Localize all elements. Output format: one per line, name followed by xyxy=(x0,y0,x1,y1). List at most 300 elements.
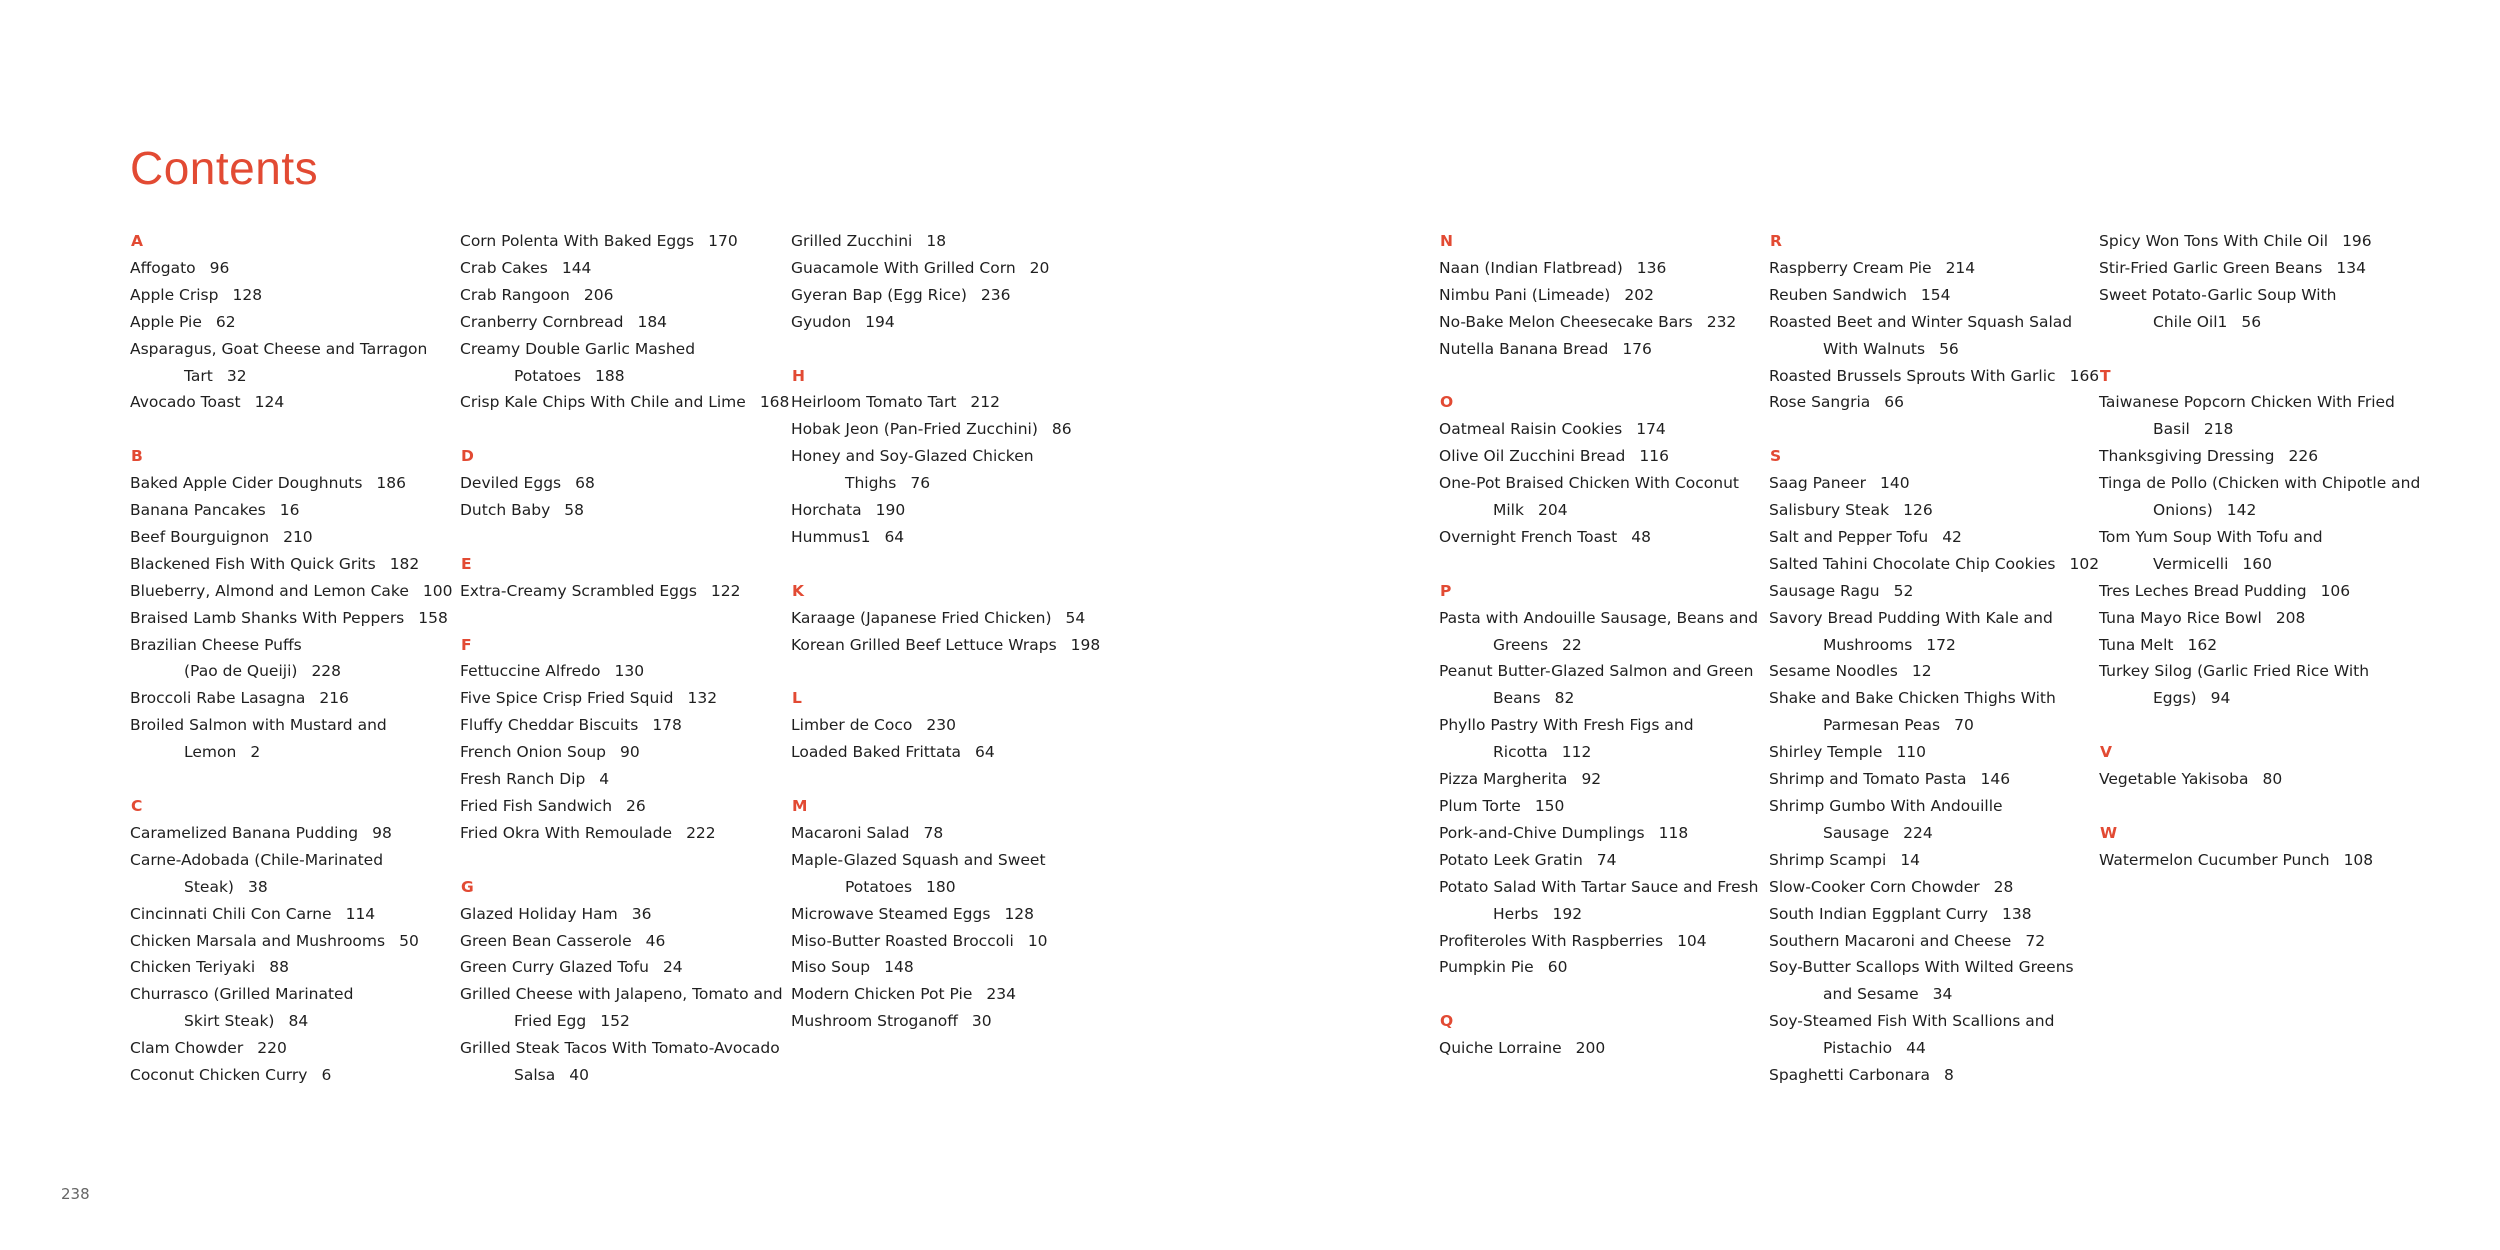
letter-group xyxy=(791,578,1109,659)
recipe-name-continuation: Vermicelli xyxy=(2153,554,2229,573)
section-letter: K xyxy=(792,581,805,600)
index-entry xyxy=(130,712,448,766)
page-ref: 114 xyxy=(345,904,376,923)
page-ref: 188 xyxy=(595,366,625,385)
recipe-name: Creamy Double Garlic Mashed xyxy=(460,339,696,358)
recipe-name: Sweet Potato-Garlic Soup With xyxy=(2099,285,2337,304)
page-ref: 44 xyxy=(1906,1039,1926,1058)
index-entry xyxy=(791,389,1109,416)
index-entry xyxy=(460,389,790,416)
section-letter: C xyxy=(131,797,143,815)
section-letter: W xyxy=(2100,823,2118,842)
page-ref: 220 xyxy=(257,1039,287,1058)
page-ref: 22 xyxy=(1562,635,1582,654)
page-ref: 74 xyxy=(1596,850,1617,869)
section-letter: O xyxy=(1440,393,1454,412)
recipe-name: Olive Oil Zucchini Bread xyxy=(1439,447,1626,466)
index-entry xyxy=(460,981,783,1035)
index-entry xyxy=(460,1035,778,1089)
letter-group xyxy=(460,228,790,416)
recipe-name: Overnight French Toast xyxy=(1439,527,1618,546)
page-ref: 68 xyxy=(575,474,595,493)
recipe-name: Broiled Salmon with Mustard and xyxy=(130,716,387,735)
recipe-name-continuation: (Pao de Queiji) xyxy=(184,662,298,681)
index-entry xyxy=(460,228,778,255)
recipe-name-continuation: Fried Egg xyxy=(514,1012,587,1031)
recipe-name: Coconut Chicken Curry xyxy=(130,1066,308,1085)
page-ref: 146 xyxy=(1980,770,2011,789)
page-ref: 124 xyxy=(254,393,285,412)
page-ref: 48 xyxy=(1631,527,1651,546)
index-entry xyxy=(460,658,778,685)
index-entry xyxy=(460,954,778,981)
page-ref: 16 xyxy=(279,501,300,520)
index-entry xyxy=(130,309,448,336)
recipe-name: Dutch Baby xyxy=(460,501,551,520)
page-ref: 194 xyxy=(865,312,895,331)
page-ref: 80 xyxy=(2262,770,2283,789)
index-entry xyxy=(460,766,778,793)
recipe-name-continued xyxy=(130,658,448,685)
recipe-name: Baked Apple Cider Doughnuts xyxy=(130,474,363,493)
recipe-name: Broccoli Rabe Lasagna xyxy=(130,689,306,708)
page-ref: 58 xyxy=(564,501,584,520)
index-entry xyxy=(2099,389,2417,443)
index-entry xyxy=(1439,712,1757,766)
index-entry xyxy=(2099,282,2417,336)
recipe-name: French Onion Soup xyxy=(460,743,607,762)
index-entry xyxy=(2099,632,2417,659)
recipe-name: Thanksgiving Dressing xyxy=(2099,447,2275,466)
recipe-name: Phyllo Pastry With Fresh Figs and xyxy=(1439,716,1694,735)
recipe-name-continuation: Skirt Steak) xyxy=(184,1012,275,1031)
recipe-name: Mushroom Stroganoff xyxy=(791,1012,958,1031)
index-entry xyxy=(791,524,1109,551)
recipe-name: Green Curry Glazed Tofu xyxy=(460,958,649,977)
section-letter: N xyxy=(1440,232,1453,250)
letter-group xyxy=(791,685,1109,766)
recipe-name-continued xyxy=(2099,497,2417,524)
page-ref: 64 xyxy=(975,743,995,762)
page-ref: 196 xyxy=(2342,232,2372,250)
page-ref: 62 xyxy=(215,312,236,331)
recipe-name-continued xyxy=(791,874,1109,901)
recipe-name: Grilled Zucchini xyxy=(791,232,913,250)
page-ref: 202 xyxy=(1624,285,1654,304)
recipe-name-continued xyxy=(130,363,448,390)
letter-group xyxy=(1439,389,1757,550)
recipe-name: Vegetable Yakisoba xyxy=(2099,770,2249,789)
page-ref: 72 xyxy=(2025,931,2046,950)
recipe-name-continuation: Herbs xyxy=(1493,904,1539,923)
letter-group xyxy=(1769,228,2100,416)
page-ref: 4 xyxy=(599,770,610,789)
recipe-name: Turkey Silog (Garlic Fried Rice With xyxy=(2099,662,2370,681)
recipe-name: Salted Tahini Chocolate Chip Cookies xyxy=(1769,554,2056,573)
page-ref: 88 xyxy=(269,958,289,977)
index-column-2 xyxy=(460,228,790,1089)
page-ref: 52 xyxy=(1893,581,1914,600)
index-entry xyxy=(1439,524,1757,551)
recipe-name: Saag Paneer xyxy=(1769,474,1867,493)
recipe-name: Soy-Steamed Fish With Scallions and xyxy=(1769,1012,2055,1031)
index-entry xyxy=(1439,793,1757,820)
index-entry xyxy=(460,820,778,847)
recipe-name-continued xyxy=(1769,981,2087,1008)
page-ref: 56 xyxy=(1939,339,1959,358)
index-entry xyxy=(1769,1008,2087,1062)
recipe-name-continued xyxy=(2099,685,2417,712)
recipe-name: Shake and Bake Chicken Thighs With xyxy=(1769,689,2056,708)
index-entry xyxy=(130,255,448,282)
page-ref: 160 xyxy=(2242,554,2273,573)
index-entry xyxy=(1769,928,2087,955)
page-ref: 222 xyxy=(686,823,716,842)
letter-group xyxy=(2099,739,2417,793)
recipe-name: Roasted Brussels Sprouts With Garlic xyxy=(1769,366,2056,385)
recipe-name: Southern Macaroni and Cheese xyxy=(1769,931,2012,950)
index-entry xyxy=(2099,470,2421,524)
page-ref: 42 xyxy=(1942,527,1962,546)
recipe-name: Stir-Fried Garlic Green Beans xyxy=(2099,258,2323,277)
page-ref: 70 xyxy=(1954,716,1974,735)
recipe-name-continued xyxy=(1769,712,2087,739)
page-ref: 50 xyxy=(399,931,419,950)
index-entry xyxy=(1769,1062,2087,1089)
recipe-name: Gyudon xyxy=(791,312,852,331)
section-letter: M xyxy=(792,796,808,815)
page-ref: 226 xyxy=(2288,447,2319,466)
page-ref: 216 xyxy=(319,689,349,708)
page-ref: 84 xyxy=(288,1012,309,1031)
recipe-name-continuation: Pistachio xyxy=(1823,1039,1893,1058)
index-entry xyxy=(1769,524,2087,551)
letter-group xyxy=(1439,228,1757,363)
page-ref: 18 xyxy=(926,232,947,250)
index-entry xyxy=(1439,416,1757,443)
index-entry xyxy=(791,739,1109,766)
index-entry xyxy=(1439,874,1757,928)
letter-group xyxy=(130,793,448,1089)
index-entry xyxy=(791,416,1109,443)
recipe-name-continuation: Eggs) xyxy=(2153,689,2197,708)
recipe-name: Shrimp Scampi xyxy=(1769,850,1887,869)
page-ref: 96 xyxy=(209,258,230,277)
index-entry xyxy=(130,847,448,901)
page-ref: 130 xyxy=(614,662,645,681)
index-entry xyxy=(2099,658,2417,712)
letter-group xyxy=(460,443,778,524)
recipe-name-continuation: Steak) xyxy=(184,877,234,896)
recipe-name: Limber de Coco xyxy=(791,716,913,735)
index-entry xyxy=(1769,470,2087,497)
page-ref: 38 xyxy=(247,877,268,896)
index-entry xyxy=(2099,524,2417,578)
index-entry xyxy=(460,282,778,309)
recipe-name: Macaroni Salad xyxy=(791,823,910,842)
index-column-3 xyxy=(791,228,1109,1035)
recipe-name-continued xyxy=(1439,497,1757,524)
recipe-name: Pasta with Andouille Sausage, Beans and xyxy=(1439,608,1759,627)
recipe-name: Potato Salad With Tartar Sauce and Fresh xyxy=(1439,877,1759,896)
page-ref: 92 xyxy=(1581,770,1602,789)
page-ref: 206 xyxy=(583,285,614,304)
recipe-name: Heirloom Tomato Tart xyxy=(791,393,957,412)
page-ref: 28 xyxy=(1993,877,2014,896)
recipe-name: Profiteroles With Raspberries xyxy=(1439,931,1664,950)
page-ref: 136 xyxy=(1636,258,1667,277)
index-entry xyxy=(1769,685,2087,739)
index-entry xyxy=(130,820,448,847)
letter-group xyxy=(130,228,448,416)
index-entry xyxy=(130,632,448,686)
index-entry xyxy=(130,551,448,578)
page-ref: 90 xyxy=(620,743,640,762)
page-ref: 138 xyxy=(2002,904,2032,923)
index-entry xyxy=(791,820,1109,847)
page-ref: 192 xyxy=(1552,904,1583,923)
recipe-name: Rose Sangria xyxy=(1769,393,1871,412)
page-ref: 100 xyxy=(422,581,453,600)
index-entry xyxy=(460,309,778,336)
page-ref: 182 xyxy=(389,554,420,573)
page-ref: 140 xyxy=(1880,474,1910,493)
recipe-name: Spaghetti Carbonara xyxy=(1769,1066,1930,1085)
letter-group xyxy=(1439,578,1757,982)
recipe-name-continuation: Basil xyxy=(2153,420,2190,439)
section-letter: L xyxy=(792,689,802,708)
index-entry xyxy=(2099,847,2417,874)
page-ref: 184 xyxy=(637,312,668,331)
recipe-name: Fettuccine Alfredo xyxy=(460,662,601,681)
index-entry xyxy=(2099,443,2417,470)
index-entry xyxy=(1439,820,1757,847)
recipe-name: Crab Rangoon xyxy=(460,285,570,304)
recipe-name: Carne-Adobada (Chile-Marinated xyxy=(130,850,384,869)
recipe-name-continuation: With Walnuts xyxy=(1823,339,1926,358)
recipe-name-continuation: Ricotta xyxy=(1493,743,1548,762)
index-entry xyxy=(1769,901,2087,928)
index-entry xyxy=(1439,658,1757,712)
page-ref: 32 xyxy=(226,366,247,385)
page-title: Contents xyxy=(130,142,319,194)
page-ref: 86 xyxy=(1051,420,1072,439)
index-entry xyxy=(130,928,448,955)
recipe-name-continuation: Thighs xyxy=(845,474,897,493)
page-ref: 208 xyxy=(2275,608,2306,627)
recipe-name: Grilled Cheese with Jalapeno, Tomato and xyxy=(460,985,783,1004)
recipe-name: Apple Crisp xyxy=(130,285,219,304)
recipe-name: Naan (Indian Flatbread) xyxy=(1439,258,1623,277)
index-entry xyxy=(1439,954,1757,981)
recipe-name-continued xyxy=(460,1062,778,1089)
recipe-name: Horchata xyxy=(791,501,862,520)
index-entry xyxy=(130,524,448,551)
index-entry xyxy=(791,981,1109,1008)
recipe-name: Deviled Eggs xyxy=(460,474,562,493)
letter-group xyxy=(2099,363,2421,713)
recipe-name: Salt and Pepper Tofu xyxy=(1769,527,1929,546)
letter-group xyxy=(1439,1008,1757,1062)
index-entry xyxy=(1769,874,2087,901)
recipe-name: Pork-and-Chive Dumplings xyxy=(1439,823,1645,842)
section-letter: V xyxy=(2100,743,2112,762)
page-ref: 150 xyxy=(1534,797,1565,815)
page-ref: 190 xyxy=(875,501,906,520)
index-entry xyxy=(1769,389,2087,416)
page-ref: 224 xyxy=(1903,823,1933,842)
index-entry xyxy=(1769,551,2100,578)
index-entry xyxy=(130,605,448,632)
recipe-name: Fresh Ranch Dip xyxy=(460,770,586,789)
page-ref: 174 xyxy=(1636,420,1666,439)
index-entry xyxy=(1439,255,1757,282)
page-ref: 118 xyxy=(1658,823,1689,842)
index-entry xyxy=(1769,255,2087,282)
section-letter: R xyxy=(1770,232,1782,250)
page-ref: 170 xyxy=(708,232,738,250)
index-entry xyxy=(1769,658,2087,685)
recipe-name-continued xyxy=(1769,632,2087,659)
page-ref: 198 xyxy=(1070,635,1101,654)
index-entry xyxy=(791,928,1109,955)
recipe-name: Reuben Sandwich xyxy=(1769,285,1907,304)
index-entry xyxy=(791,228,1109,255)
page-ref: 78 xyxy=(923,823,944,842)
page-ref: 186 xyxy=(376,474,407,493)
recipe-name-continuation: Mushrooms xyxy=(1823,635,1913,654)
index-entry xyxy=(1769,578,2087,605)
recipe-name: Modern Chicken Pot Pie xyxy=(791,985,973,1004)
recipe-name-continued xyxy=(791,470,1109,497)
recipe-name: Hummus1 xyxy=(791,527,871,546)
recipe-name: Korean Grilled Beef Lettuce Wraps xyxy=(791,635,1057,654)
recipe-name: Tom Yum Soup With Tofu and xyxy=(2099,527,2323,546)
recipe-name: Crab Cakes xyxy=(460,258,548,277)
recipe-name: Five Spice Crisp Fried Squid xyxy=(460,689,674,708)
recipe-name: Caramelized Banana Pudding xyxy=(130,823,359,842)
page-ref: 218 xyxy=(2203,420,2234,439)
recipe-name: One-Pot Braised Chicken With Coconut xyxy=(1439,474,1739,493)
recipe-name-continuation: Sausage xyxy=(1823,823,1890,842)
section-letter: E xyxy=(461,554,472,573)
recipe-name: Sausage Ragu xyxy=(1769,581,1880,600)
index-entry xyxy=(1439,847,1757,874)
recipe-name: Banana Pancakes xyxy=(130,501,266,520)
recipe-name: Crisp Kale Chips With Chile and Lime xyxy=(460,393,746,412)
page-ref: 158 xyxy=(418,608,448,627)
index-entry xyxy=(791,847,1109,901)
recipe-name: Raspberry Cream Pie xyxy=(1769,258,1932,277)
recipe-name: Blueberry, Almond and Lemon Cake xyxy=(130,581,409,600)
recipe-name: Karaage (Japanese Fried Chicken) xyxy=(791,608,1052,627)
index-entry xyxy=(460,685,778,712)
recipe-name-continued xyxy=(130,874,448,901)
page-ref: 106 xyxy=(2320,581,2351,600)
section-letter: H xyxy=(792,366,805,385)
recipe-name: Potato Leek Gratin xyxy=(1439,850,1583,869)
recipe-name: Extra-Creamy Scrambled Eggs xyxy=(460,581,697,600)
recipe-name: Plum Torte xyxy=(1439,797,1521,815)
recipe-name-continued xyxy=(460,1008,778,1035)
recipe-name: Tuna Melt xyxy=(2099,635,2174,654)
index-entry xyxy=(1439,336,1757,363)
page-ref: 134 xyxy=(2336,258,2366,277)
index-column-1 xyxy=(130,228,453,1089)
index-entry xyxy=(1439,1035,1757,1062)
page-ref: 168 xyxy=(759,393,790,412)
recipe-name: Brazilian Cheese Puffs xyxy=(130,635,302,654)
index-entry xyxy=(1439,282,1757,309)
index-entry xyxy=(1769,363,2100,390)
recipe-name-continued xyxy=(130,739,448,766)
recipe-name: Beef Bourguignon xyxy=(130,527,270,546)
letter-group xyxy=(460,874,783,1089)
recipe-name: Guacamole With Grilled Corn xyxy=(791,258,1016,277)
recipe-name: Clam Chowder xyxy=(130,1039,244,1058)
index-entry xyxy=(130,981,448,1035)
recipe-name: Glazed Holiday Ham xyxy=(460,904,618,923)
section-letter: T xyxy=(2100,366,2111,385)
page-ref: 234 xyxy=(986,985,1016,1004)
index-entry xyxy=(1769,793,2087,847)
recipe-name: Tuna Mayo Rice Bowl xyxy=(2099,608,2262,627)
index-entry xyxy=(1769,847,2087,874)
index-entry xyxy=(1769,954,2087,1008)
index-entry xyxy=(1769,605,2087,659)
section-letter: F xyxy=(461,635,472,654)
section-letter: A xyxy=(131,232,143,250)
page-ref: 210 xyxy=(283,527,313,546)
letter-group xyxy=(460,551,778,605)
recipe-name-continued xyxy=(130,1008,448,1035)
page-ref: 178 xyxy=(652,716,682,735)
page-ref: 148 xyxy=(884,958,914,977)
index-entry xyxy=(791,954,1109,981)
recipe-name-continued xyxy=(2099,309,2417,336)
recipe-name-continuation: Greens xyxy=(1493,635,1549,654)
recipe-name-continuation: Parmesan Peas xyxy=(1823,716,1941,735)
index-entry xyxy=(791,282,1109,309)
index-column-4 xyxy=(1439,228,1757,1062)
recipe-name: South Indian Eggplant Curry xyxy=(1769,904,1988,923)
recipe-name-continuation: Onions) xyxy=(2153,501,2213,520)
section-letter: B xyxy=(131,447,143,466)
letter-group xyxy=(1769,443,2100,1089)
index-entry xyxy=(2099,766,2417,793)
page-ref: 166 xyxy=(2069,366,2100,385)
recipe-name: Loaded Baked Frittata xyxy=(791,743,962,762)
index-entry xyxy=(2099,578,2417,605)
index-entry xyxy=(1769,766,2087,793)
index-entry xyxy=(130,685,448,712)
index-entry xyxy=(460,712,778,739)
index-entry xyxy=(130,1035,448,1062)
index-entry xyxy=(130,1062,448,1089)
recipe-name: Hobak Jeon (Pan-Fried Zucchini) xyxy=(791,420,1038,439)
recipe-name: Sesame Noodles xyxy=(1769,662,1898,681)
page-ref: 110 xyxy=(1896,743,1927,762)
recipe-name-continuation: Salsa xyxy=(514,1066,556,1085)
page-ref: 54 xyxy=(1065,608,1086,627)
recipe-name-continuation: Potatoes xyxy=(514,366,582,385)
index-entry xyxy=(2099,605,2417,632)
recipe-name: Peanut Butter-Glazed Salmon and Green xyxy=(1439,662,1754,681)
recipe-name: Salisbury Steak xyxy=(1769,501,1890,520)
recipe-name: Cranberry Cornbread xyxy=(460,312,624,331)
recipe-name: Asparagus, Goat Cheese and Tarragon xyxy=(130,339,428,358)
page-ref: 236 xyxy=(980,285,1011,304)
